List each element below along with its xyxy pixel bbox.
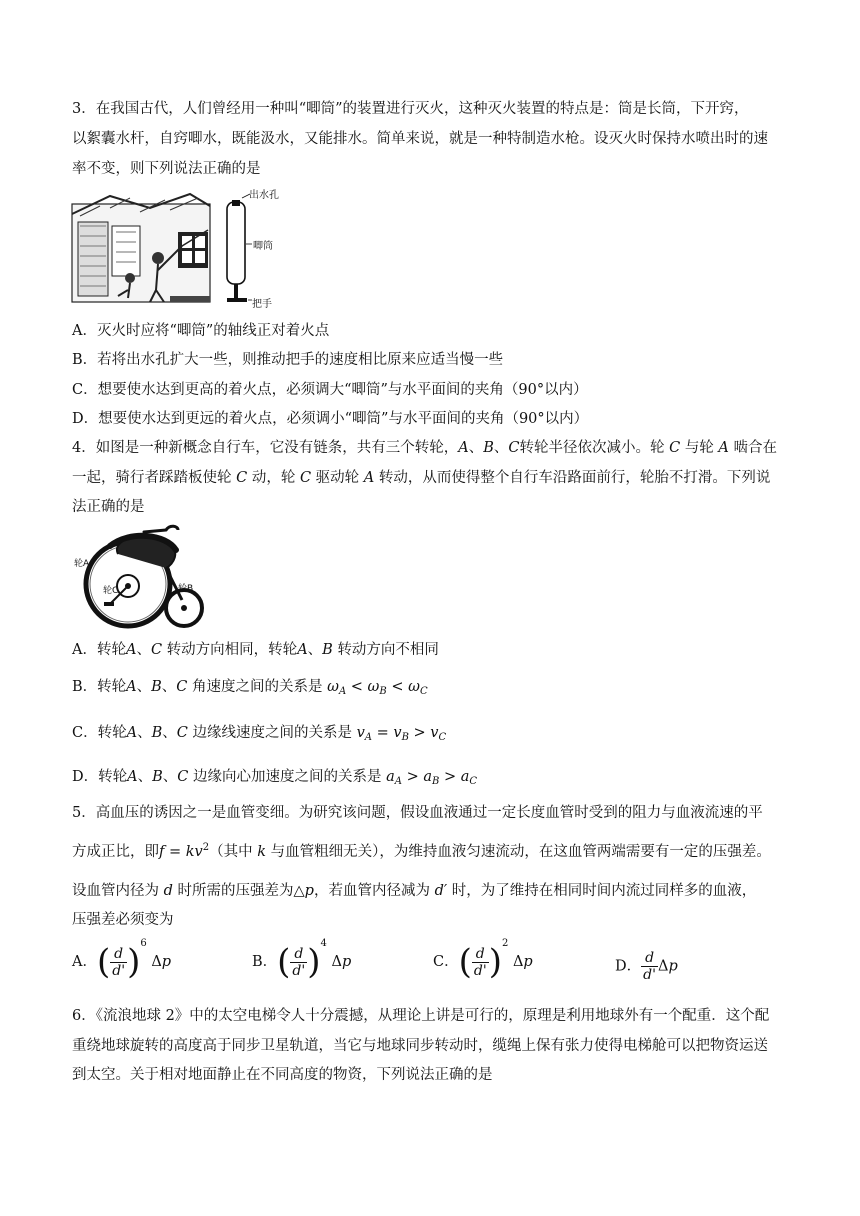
q5-stem-line-4: 压强差必须变为 (72, 912, 174, 928)
q4-option-a[interactable]: A．转轮A、C 转动方向相同，转轮A、B 转动方向不相同 (72, 642, 439, 658)
q3-stem-line-3: 率不变，则下列说法正确的是 (72, 161, 261, 177)
label-wheel-b: 轮B (178, 584, 194, 594)
q3-figure (70, 186, 280, 310)
label-wheel-a: 轮A (74, 559, 90, 569)
q5-stem-line-1: 5．高血压的诱因之一是血管变细。为研究该问题，假设血液通过一定长度血管时受到的阻力与血液流速的平 (72, 805, 763, 821)
label-tube: 唧筒 (253, 241, 273, 252)
q4-option-c[interactable]: C．转轮A、B、C 边缘线速度之间的关系是 $v_A = v_B > v_C$ (72, 725, 447, 743)
q5-stem-line-3: 设血管内径为 d 时所需的压强差为△p，若血管内径减为 d′ 时，为了维持在相同时间内流过同样多的血液， (72, 883, 757, 899)
q3-stem-line-1: 3．在我国古代，人们曾经用一种叫“唧筒”的装置进行灭火，这种灭火装置的特点是：筒是长筒，下开窍， (72, 101, 749, 117)
q5-option-d[interactable]: D． $\frac{d}{d'}$ Δp (615, 950, 678, 983)
q4-option-d[interactable]: D．转轮A、B、C 边缘向心加速度之间的关系是 $a_A > a_B > a_C$ (72, 769, 478, 787)
label-wheel-c: 轮C (103, 586, 119, 596)
q5-option-a[interactable]: A．( $\frac{d}{d'}$ )$^6$ Δp (72, 938, 172, 982)
label-outlet: 出水孔 (249, 190, 279, 201)
q3-option-d[interactable]: D．想要使水达到更远的着火点，必须调小“唧筒”与水平面间的夹角（90°以内） (72, 411, 589, 427)
q4-stem-line-1: 4．如图是一种新概念自行车，它没有链条，共有三个转轮，A、B、C转轮半径依次减小。轮 C 与轮 A 啮合在 (72, 440, 778, 456)
firefighting-scene-illustration (72, 194, 210, 302)
q3-option-b[interactable]: B．若将出水孔扩大一些，则推动把手的速度相比原来应适当慢一些 (72, 352, 504, 368)
q4-d-formula: $a_A > a_B > a_C$ (386, 769, 478, 787)
q5-stem-line-2: 方成正比，即$f = kv^2$（其中 k 与血管粗细无关），为维持血液匀速流动，在这血管两端需要有一定的压强差。 (72, 842, 771, 860)
q6-stem-line-3: 到太空。关于相对地面静止在不同高度的物资，下列说法正确的是 (72, 1067, 493, 1083)
q3-stem-line-2: 以絮囊水杆，自窍唧水，既能汲水，又能排水。简单来说，就是一种特制造水枪。设灭火时保持水喷出时的速 (72, 131, 768, 147)
q4-bicycle-figure (70, 524, 210, 632)
q5-resistance-formula: f (159, 844, 165, 860)
q4-option-b[interactable]: B．转轮A、B、C 角速度之间的关系是 $\omega_A < \omega_B < \omega_C$ (72, 679, 428, 697)
q3-option-a[interactable]: A．灭火时应将“唧筒”的轴线正对着火点 (72, 323, 330, 339)
q4-stem-line-3: 法正确的是 (72, 499, 145, 515)
q5-option-b[interactable]: B．( $\frac{d}{d'}$ )$^4$ Δp (252, 938, 352, 982)
q6-stem-line-2: 重绕地球旋转的高度高于同步卫星轨道，当它与地球同步转动时，缆绳上保有张力使得电梯舱可以把物资运送 (72, 1038, 768, 1054)
q4-b-formula: $\omega_A < \omega_B < \omega_C$ (327, 679, 428, 697)
q4-stem-line-2: 一起，骑行者踩踏板使轮 C 动，轮 C 驱动轮 A 转动，从而使得整个自行车沿路面前行，轮胎不打滑。下列说 (72, 470, 771, 486)
q3-option-c[interactable]: C．想要使水达到更高的着火点，必须调大“唧筒”与水平面间的夹角（90°以内） (72, 382, 588, 398)
pump-tube-diagram (227, 194, 252, 302)
label-handle: 把手 (252, 299, 272, 310)
q5-option-c[interactable]: C．( $\frac{d}{d'}$ )$^2$ Δp (433, 938, 533, 982)
q4-c-formula: $v_A = v_B > v_C$ (356, 725, 447, 743)
q6-stem-line-1: 6．《流浪地球 2》中的太空电梯令人十分震撼，从理论上讲是可行的，原理是利用地球外有一个配重．这个配 (72, 1008, 770, 1024)
